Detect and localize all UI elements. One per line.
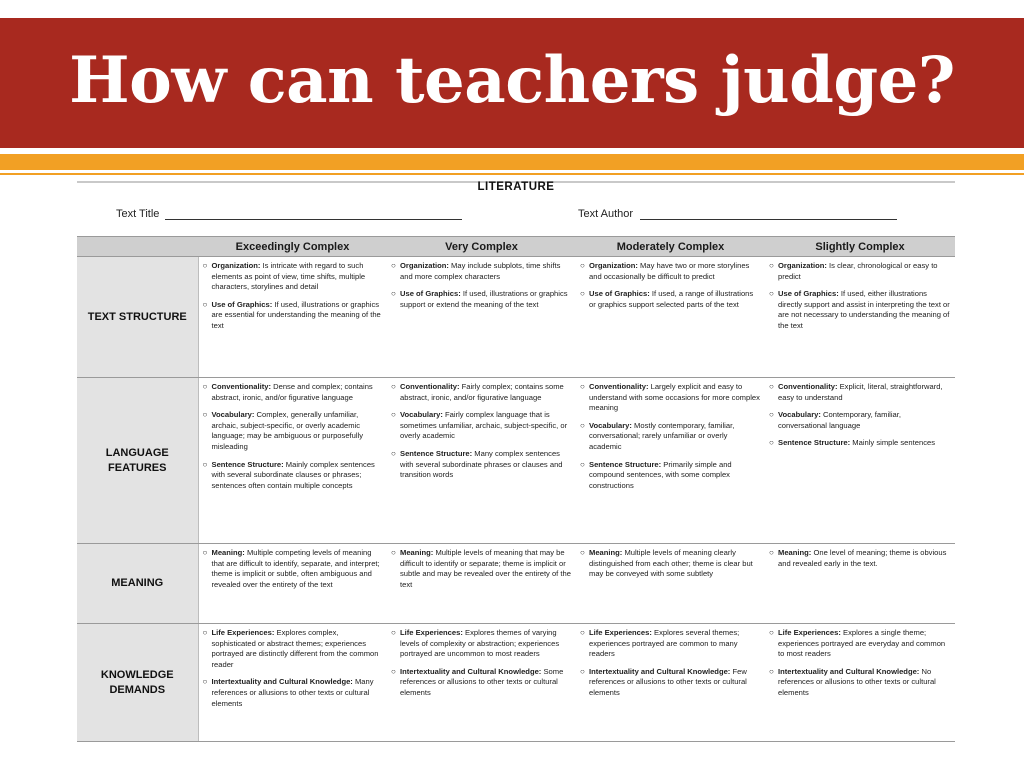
criterion-text <box>778 289 952 331</box>
criterion-term: Organization: <box>589 261 638 270</box>
criterion-description: Multiple levels of meaning that may be difficult to identify or separate; theme is implicit or subtle and may be revealed over the entirety of the text <box>400 548 571 589</box>
circle-bullet-icon: ○ <box>391 261 396 270</box>
circle-bullet-icon: ○ <box>769 261 774 270</box>
circle-bullet-icon: ○ <box>202 410 208 420</box>
row-label: KNOWLEDGE DEMANDS <box>77 624 198 742</box>
criterion-text <box>778 548 952 569</box>
column-header: Slightly Complex <box>765 237 955 257</box>
circle-bullet-icon: ○ <box>202 299 208 309</box>
column-header: Exceedingly Complex <box>198 237 387 257</box>
rubric-cell <box>576 624 765 742</box>
criterion-description: One level of meaning; theme is obvious and revealed early in the text. <box>778 548 947 568</box>
criterion-text <box>778 261 952 282</box>
criterion-item <box>203 261 385 293</box>
criterion-item <box>769 628 952 660</box>
criterion-term: Conventionality: <box>211 382 271 391</box>
criterion-item <box>769 667 952 699</box>
criterion-term: Meaning: <box>589 548 623 557</box>
rubric-cell <box>765 378 955 544</box>
text-author-label: Text Author <box>578 208 634 220</box>
circle-bullet-icon: ○ <box>391 628 396 637</box>
criterion-item <box>391 628 573 660</box>
circle-bullet-icon: ○ <box>202 628 208 637</box>
criterion-description: Mainly simple sentences <box>850 438 936 448</box>
criterion-text <box>400 548 573 590</box>
document-heading: LITERATURE <box>477 181 555 193</box>
criterion-text <box>212 300 385 332</box>
criterion-description: Many references or allusions to other texts or cultural elements <box>211 677 374 708</box>
criterion-term: Vocabulary: <box>778 410 821 420</box>
rubric-cell <box>765 544 955 624</box>
circle-bullet-icon: ○ <box>580 666 585 676</box>
rubric-cell <box>765 624 955 742</box>
criterion-term: Intertextuality and Cultural Knowledge: <box>211 677 353 687</box>
rubric-document <box>77 181 955 743</box>
criterion-description: Multiple competing levels of meaning that are difficult to identify, separate, and interpret; theme is implicit or subtle, often ambiguous and revealed over the entirety of the text <box>211 548 380 589</box>
accent-bar <box>0 154 1024 170</box>
table-row <box>77 624 955 742</box>
criterion-description: No references or allusions to other texts or cultural elements <box>778 666 936 697</box>
column-header: Very Complex <box>387 237 576 257</box>
criterion-description: Explores a single theme; experiences portrayed are everyday and common to most readers <box>778 628 946 659</box>
criterion-term: Intertextuality and Cultural Knowledge: <box>400 666 542 676</box>
criterion-text <box>212 382 385 403</box>
criterion-item <box>769 382 952 403</box>
criterion-description: Fairly complex language that is sometimes unfamiliar, archaic, subject-specific, or overly academic <box>400 410 568 441</box>
criterion-text <box>212 261 385 293</box>
slide-title: How can teachers judge? <box>69 42 955 118</box>
criterion-item <box>203 460 385 492</box>
criterion-item <box>391 289 573 310</box>
rubric-cell <box>198 624 387 742</box>
criterion-item <box>580 421 762 453</box>
criterion-text <box>400 261 573 282</box>
criterion-item <box>203 628 385 670</box>
row-label: LANGUAGE FEATURES <box>77 378 198 544</box>
criterion-term: Sentence Structure: <box>211 459 284 469</box>
criterion-term: Organization: <box>778 261 827 270</box>
circle-bullet-icon: ○ <box>580 548 585 557</box>
criterion-description: Few references or allusions to other texts or cultural elements <box>589 666 747 697</box>
criterion-description: Is clear, chronological or easy to predict <box>778 261 938 281</box>
criterion-text <box>400 667 573 699</box>
criterion-description: If used, illustrations or graphics support or extend the meaning of the text <box>400 289 568 309</box>
criterion-term: Conventionality: <box>589 382 649 391</box>
criterion-item <box>580 382 762 414</box>
circle-bullet-icon: ○ <box>202 382 208 391</box>
criterion-description: Dense and complex; contains abstract, ironic, and/or figurative language <box>211 382 373 402</box>
criterion-description: Largely explicit and easy to understand with some occasions for more complex meaning <box>589 382 760 413</box>
criterion-text <box>400 449 573 481</box>
criterion-item <box>203 410 385 452</box>
rubric-cell <box>387 544 576 624</box>
criterion-text <box>212 628 385 670</box>
criterion-term: Vocabulary: <box>211 410 255 420</box>
criterion-description: Mainly complex sentences with several subordinate clauses or phrases; sentences often contain multiple concepts <box>211 459 375 490</box>
row-label: MEANING <box>77 544 198 624</box>
criterion-text <box>778 438 935 449</box>
text-title-blank <box>165 219 462 220</box>
criterion-text <box>212 410 385 452</box>
criterion-item <box>203 300 385 332</box>
criterion-term: Conventionality: <box>400 382 460 391</box>
criterion-term: Use of Graphics: <box>211 299 273 309</box>
criterion-item <box>769 410 952 431</box>
criterion-description: Contemporary, familiar, conversational language <box>778 410 901 430</box>
criterion-term: Organization: <box>400 261 449 270</box>
criterion-term: Life Experiences: <box>589 628 652 637</box>
criterion-item <box>769 261 952 282</box>
criterion-item <box>203 382 385 403</box>
table-row <box>77 544 955 624</box>
circle-bullet-icon: ○ <box>580 628 585 637</box>
circle-bullet-icon: ○ <box>580 459 585 469</box>
criterion-item <box>203 677 385 709</box>
circle-bullet-icon: ○ <box>580 261 585 270</box>
criterion-text <box>589 667 762 699</box>
criterion-text <box>589 289 762 310</box>
circle-bullet-icon: ○ <box>769 410 774 420</box>
circle-bullet-icon: ○ <box>391 382 396 391</box>
accent-line <box>0 173 1024 175</box>
criterion-text <box>212 460 385 492</box>
criterion-term: Meaning: <box>778 548 812 557</box>
criterion-term: Life Experiences: <box>400 628 463 637</box>
circle-bullet-icon: ○ <box>580 382 585 391</box>
circle-bullet-icon: ○ <box>202 548 208 557</box>
criterion-description: May include subplots, time shifts and more complex characters <box>400 261 561 281</box>
circle-bullet-icon: ○ <box>580 289 585 299</box>
criterion-description: Multiple levels of meaning clearly distinguished from each other; theme is clear but may be conveyed with some subtlety <box>589 548 753 579</box>
criterion-description: Many complex sentences with several subordinate phrases or clauses and transition words <box>400 448 563 480</box>
header-corner <box>77 237 198 257</box>
criterion-text <box>778 667 952 699</box>
rubric-cell <box>387 257 576 378</box>
criterion-description: Fairly complex; contains some abstract, ironic, and/or figurative language <box>400 382 564 402</box>
row-label: TEXT STRUCTURE <box>77 257 198 378</box>
circle-bullet-icon: ○ <box>769 438 774 448</box>
criterion-description: May have two or more storylines and occasionally be difficult to predict <box>589 261 750 281</box>
criterion-item <box>391 667 573 699</box>
criterion-text <box>589 628 762 660</box>
criterion-text <box>778 382 952 403</box>
criterion-term: Use of Graphics: <box>589 289 650 299</box>
criterion-item <box>580 667 762 699</box>
criterion-term: Conventionality: <box>778 382 838 391</box>
rubric-cell <box>387 378 576 544</box>
criterion-item <box>769 289 952 331</box>
rubric-cell <box>198 544 387 624</box>
rubric-cell <box>576 257 765 378</box>
circle-bullet-icon: ○ <box>391 448 396 458</box>
criterion-text <box>589 382 762 414</box>
criterion-text <box>400 382 573 403</box>
complexity-rubric-table <box>77 236 955 742</box>
criterion-description: Complex, generally unfamiliar, archaic, subject-specific, or overly academic language; may be ambiguous or purposefully misleading <box>211 410 364 451</box>
criterion-term: Use of Graphics: <box>778 289 839 299</box>
criterion-term: Sentence Structure: <box>778 438 851 448</box>
criterion-description: Explicit, literal, straightforward, easy to understand <box>778 382 943 402</box>
criterion-item <box>203 548 385 590</box>
circle-bullet-icon: ○ <box>769 628 774 637</box>
criterion-item <box>391 548 573 590</box>
title-banner <box>0 18 1024 148</box>
text-author-blank <box>640 219 897 220</box>
column-header: Moderately Complex <box>576 237 765 257</box>
criterion-term: Sentence Structure: <box>589 459 662 469</box>
criterion-description: Is intricate with regard to such elements as point of view, time shifts, multiple characters, storylines and detail <box>211 261 366 292</box>
criterion-description: Some references or allusions to other texts or cultural elements <box>400 666 564 697</box>
criterion-term: Sentence Structure: <box>400 448 473 458</box>
circle-bullet-icon: ○ <box>769 666 774 676</box>
criterion-item <box>391 449 573 481</box>
criterion-term: Intertextuality and Cultural Knowledge: <box>778 666 920 676</box>
rubric-cell <box>576 544 765 624</box>
criterion-term: Life Experiences: <box>211 628 275 637</box>
criterion-text <box>778 410 952 431</box>
criterion-item <box>769 548 952 569</box>
text-title-label: Text Title <box>116 208 160 220</box>
criterion-term: Intertextuality and Cultural Knowledge: <box>589 666 731 676</box>
circle-bullet-icon: ○ <box>391 548 396 557</box>
criterion-item <box>769 438 952 449</box>
criterion-text <box>212 677 385 709</box>
criterion-item <box>391 261 573 282</box>
criterion-description: If used, either illustrations directly support and assist in interpreting the text or are not necessary to understanding the meaning of the text <box>778 289 950 330</box>
criterion-text <box>589 421 762 453</box>
criterion-item <box>391 410 573 442</box>
circle-bullet-icon: ○ <box>769 289 774 299</box>
criterion-text <box>778 628 952 660</box>
table-row <box>77 378 955 544</box>
circle-bullet-icon: ○ <box>202 261 208 270</box>
rubric-cell <box>576 378 765 544</box>
criterion-item <box>580 628 762 660</box>
circle-bullet-icon: ○ <box>580 420 585 430</box>
criterion-text <box>589 261 762 282</box>
circle-bullet-icon: ○ <box>391 289 396 299</box>
criterion-text <box>212 548 385 590</box>
criterion-description: If used, a range of illustrations or graphics support selected parts of the text <box>589 289 754 309</box>
criterion-item <box>580 261 762 282</box>
circle-bullet-icon: ○ <box>391 410 396 420</box>
rubric-cell <box>387 624 576 742</box>
rubric-cell <box>198 378 387 544</box>
criterion-term: Vocabulary: <box>589 420 632 430</box>
criterion-text <box>400 410 573 442</box>
criterion-text <box>589 460 762 492</box>
circle-bullet-icon: ○ <box>202 459 208 469</box>
rubric-cell <box>198 257 387 378</box>
criterion-description: Explores several themes; experiences portrayed are common to many readers <box>589 628 740 659</box>
criterion-term: Organization: <box>211 261 261 270</box>
criterion-description: Primarily simple and compound sentences, with some complex constructions <box>589 459 732 490</box>
criterion-description: Explores complex, sophisticated or abstract themes; experiences portrayed are distinctly different from the common reader <box>211 628 379 669</box>
table-row <box>77 257 955 378</box>
circle-bullet-icon: ○ <box>391 666 396 676</box>
criterion-description: Explores themes of varying levels of complexity or abstraction; experiences portrayed are uncommon to most readers <box>400 628 560 659</box>
criterion-text <box>400 289 573 310</box>
criterion-term: Life Experiences: <box>778 628 841 637</box>
criterion-item <box>580 289 762 310</box>
criterion-term: Use of Graphics: <box>400 289 461 299</box>
table-header-row <box>77 237 955 257</box>
circle-bullet-icon: ○ <box>769 548 774 557</box>
criterion-term: Meaning: <box>211 548 245 557</box>
criterion-item <box>580 548 762 580</box>
criterion-description: If used, illustrations or graphics are essential for understanding the meaning of the text <box>211 299 381 330</box>
criterion-term: Vocabulary: <box>400 410 443 420</box>
circle-bullet-icon: ○ <box>202 677 208 687</box>
criterion-text <box>589 548 762 580</box>
criterion-text <box>400 628 573 660</box>
rubric-cell <box>765 257 955 378</box>
circle-bullet-icon: ○ <box>769 382 774 391</box>
criterion-description: Mostly contemporary, familiar, conversational; rarely unfamiliar or overly academic <box>589 420 735 451</box>
criterion-item <box>391 382 573 403</box>
criterion-term: Meaning: <box>400 548 434 557</box>
criterion-item <box>580 460 762 492</box>
